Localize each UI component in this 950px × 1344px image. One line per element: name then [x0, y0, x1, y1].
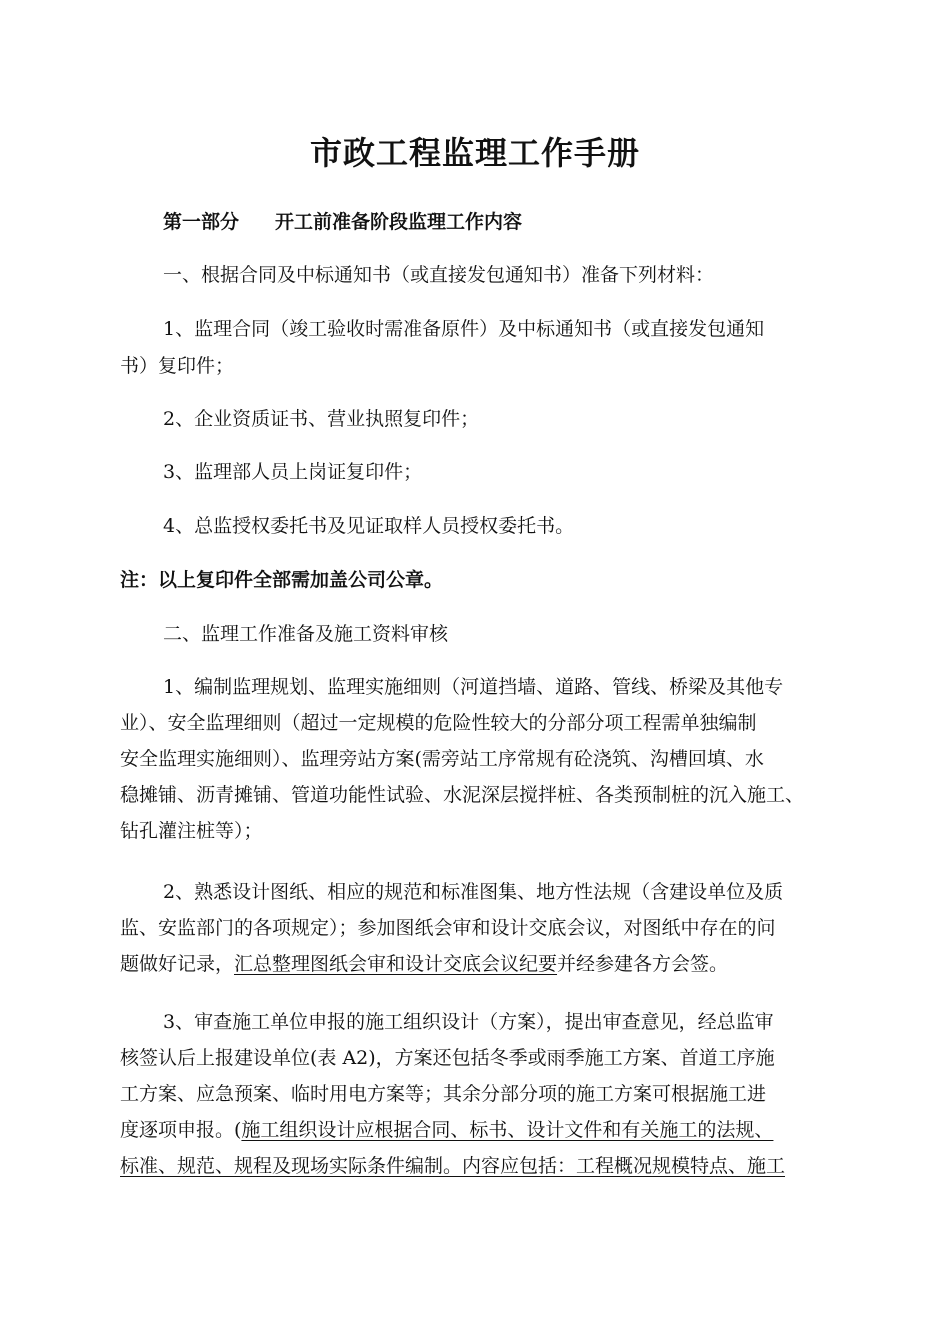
- section2-p1-line2: 业）、安全监理细则（超过一定规模的危险性较大的分部分项工程需单独编制: [120, 712, 757, 734]
- document-title: 市政工程监理工作手册: [309, 134, 640, 172]
- section2-p2-line3: [120, 947, 870, 981]
- section2-p2-line2: 监、安监部门的各项规定）；参加图纸会审和设计交底会议，对图纸中存在的问: [120, 917, 776, 939]
- section1-item4: 4、总监授权委托书及见证取样人员授权委托书。: [163, 515, 575, 537]
- part-label: 第一部分: [163, 211, 240, 233]
- section1-item2: 2、企业资质证书、营业执照复印件；: [163, 408, 480, 430]
- section1-heading: 一、根据合同及中标通知书（或直接发包通知书）准备下列材料：: [163, 264, 715, 286]
- p2-underlined-text: 汇总整理图纸会审和设计交底会议纪要: [234, 953, 558, 975]
- p2-line3-text: 题做好记录，: [120, 953, 235, 975]
- section2-p1-line3: 安全监理实施细则）、监理旁站方案(需旁站工序常规有砼浇筑、沟槽回填、水: [120, 748, 764, 770]
- section1-item1-line1: 1、监理合同（竣工验收时需准备原件）及中标通知书（或直接发包通知: [163, 318, 765, 340]
- section2-heading: 二、监理工作准备及施工资料审核: [163, 623, 449, 645]
- p2-line3-tail: 并经参建各方会签。: [557, 953, 729, 975]
- section2-p3-line1: 3、审查施工单位申报的施工组织设计（方案），提出审查意见，经总监审: [163, 1011, 774, 1033]
- note-text: 注：以上复印件全部需加盖公司公章。: [120, 569, 444, 591]
- part-heading: [163, 205, 913, 239]
- section2-p1-line4: 稳摊铺、沥青摊铺、管道功能性试验、水泥深层搅拌桩、各类预制桩的沉入施工、: [120, 784, 805, 806]
- p3-line4-text: 度逐项申报。(: [120, 1119, 242, 1141]
- section1-item1-line2: 书）复印件；: [120, 355, 235, 377]
- part-title: 开工前准备阶段监理工作内容: [275, 211, 523, 233]
- section2-p1-line1: 1、编制监理规划、监理实施细则（河道挡墙、道路、管线、桥梁及其他专: [163, 676, 784, 698]
- section1-item3: 3、监理部人员上岗证复印件；: [163, 461, 423, 483]
- p3-underlined-text: 施工组织设计应根据合同、标书、设计文件和有关施工的法规、: [241, 1119, 774, 1141]
- section2-p2-line1: 2、熟悉设计图纸、相应的规范和标准图集、地方性法规（含建设单位及质: [163, 881, 784, 903]
- section2-p3-line2: 核签认后上报建设单位(表 A2)，方案还包括冬季或雨季施工方案、首道工序施: [120, 1047, 775, 1069]
- section2-p1-line5: 钻孔灌注桩等）；: [120, 820, 263, 842]
- section2-p3-line3: 工方案、应急预案、临时用电方案等；其余分部分项的施工方案可根据施工进: [120, 1083, 767, 1105]
- section2-p3-line5: 标准、规范、规程及现场实际条件编制。内容应包括：工程概况规模特点、施工: [120, 1155, 786, 1177]
- section2-p3-line4: [120, 1113, 870, 1147]
